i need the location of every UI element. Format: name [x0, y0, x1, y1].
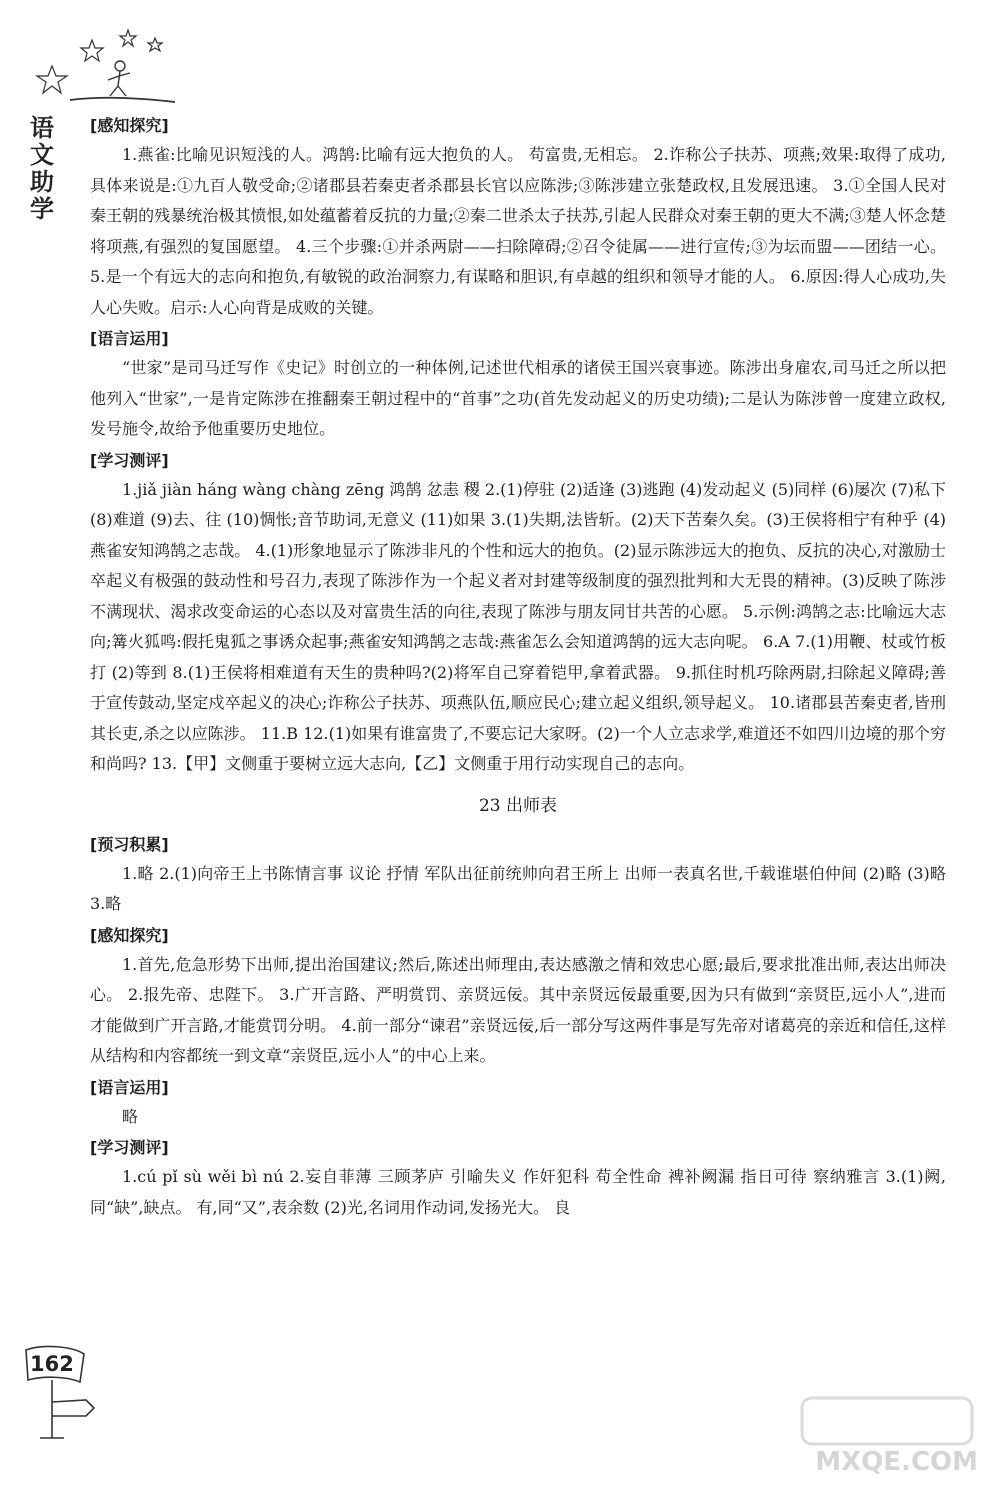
- section-block: [90, 111, 946, 323]
- side-title: [22, 115, 62, 223]
- section-block: [90, 830, 946, 920]
- side-title-char: 文: [30, 141, 54, 169]
- header-decoration-icon: [30, 18, 180, 118]
- section-label: [感知探究]: [90, 925, 169, 945]
- section-text: 1.cú pǐ sù wěi bì nú 2.妄自菲薄 三顾茅庐 引喻失义 作奸犯科 苟全性命 裨补阙漏 指日可待 察纳雅言 3.(1)阙,同“缺”,缺点。 有,同“又”,表余数 (2)光,名词用作动词,发扬光大。 良: [90, 1167, 946, 1217]
- section-text: 1.略 2.(1)向帝王上书陈情言事 议论 抒情 军队出征前统帅向君王所上 出师一表真名世,千载谁堪伯仲间 (2)略 (3)略 3.略: [90, 863, 946, 913]
- watermark-text: MXQE.COM: [815, 1447, 978, 1477]
- page-number: 162: [30, 1352, 74, 1376]
- watermark-logo-icon: [792, 1392, 982, 1452]
- side-title-char: 语: [30, 114, 54, 142]
- chapter-title: 23 出师表: [478, 795, 558, 816]
- section-label: [感知探究]: [90, 116, 169, 135]
- section-block: [90, 324, 946, 445]
- section-block: [90, 1073, 946, 1133]
- section-text: 1.首先,危急形势下出师,提出治国建议;然后,陈述出师理由,表达感激之情和效忠心愿;最后,要求批准出师,表达出师决心。 2.报先帝、忠陛下。 3.广开言路、严明赏罚、亲贤远佞。其中亲贤远佞最重要,因为只有做到“亲贤臣,远小人”,进而才能做到广开言路,才能赏罚分明。 4.前一部分“谏君”亲贤远佞,后一部分写这两件事是写先帝对诸葛亮的亲近和信任,这样从结构和内容都统一到文章“亲贤臣,远小人”的中心上来。: [90, 954, 946, 1065]
- section-label: [语言运用]: [90, 329, 169, 348]
- answer-content: [90, 110, 946, 1223]
- section-text: 1.jiǎ jiàn háng wàng chàng zēng 鸿鹄 忿恚 稷 2.(1)停驻 (2)适逢 (3)逃跑 (4)发动起义 (5)同样 (6)屡次 (7)私下 (8)难道 (9)去、往 (10)惆怅;音节助词,无意义 (11)如果 3.(1)失期,法皆斩。(2)天下苦秦久矣。(3)王侯将相宁有种乎 (4)燕雀安知鸿鹄之志哉。 4.(1)形象地显示了陈涉非凡的个性和远大的抱负。(2)显示陈涉远大的抱负、反抗的决心,对激励士卒起义有极强的鼓动性和号召力,表现了陈涉作为一个起义者对封建等级制度的强烈批判和大无畏的精神。(3)反映了陈涉不满现状、渴求改变命运的心态以及对富贵生活的向往,表现了陈涉与朋友同甘共苦的心愿。 5.示例:鸿鹄之志:比喻远大志向;篝火狐鸣:假托鬼狐之事诱众起事;燕雀安知鸿鹄之志哉:燕雀怎么会知道鸿鹄的远大志向呢。 6.A 7.(1)用鞭、杖或竹板打 (2)等到 8.(1)王侯将相难道有天生的贵种吗?(2)将军自己穿着铠甲,拿着武器。 9.抓住时机巧除两尉,扫除起义障碍;善于宣传鼓动,坚定戍卒起义的决心;诈称公子扶苏、项燕队伍,顺应民心;建立起义组织,领导起义。 10.诸郡县苦秦吏者,皆刑其长吏,杀之以应陈涉。 11.B 12.(1)如果有谁富贵了,不要忘记大家呀。(2)一个人立志求学,难道还不如四川边境的那个穷和尚吗? 13.【甲】文侧重于要树立远大志向,【乙】文侧重于用行动实现自己的志向。: [90, 479, 946, 773]
- section-text: “世家”是司马迁写作《史记》时创立的一种体例,记述世代相承的诸侯王国兴衰事迹。陈涉出身雇农,司马迁之所以把他列入“世家”,一是肯定陈涉在推翻秦王朝过程中的“首事”之功(首先发动起义的历史功绩);二是认为陈涉曾一度建立政权,发号施令,故给予他重要历史地位。: [90, 358, 946, 438]
- section-label: [语言运用]: [90, 1077, 169, 1097]
- page-number-badge: [22, 1342, 102, 1442]
- side-title-char: 学: [30, 195, 54, 223]
- section-block: [90, 1133, 946, 1223]
- section-block: [90, 446, 946, 780]
- watermark: [792, 1392, 982, 1477]
- section-text: 略: [122, 1106, 139, 1126]
- section-label: [学习测评]: [90, 1138, 169, 1157]
- side-title-char: 助: [30, 168, 54, 196]
- section-block: [90, 921, 946, 1072]
- section-text: 1.燕雀:比喻见识短浅的人。鸿鹄:比喻有远大抱负的人。 苟富贵,无相忘。 2.诈称公子扶苏、项燕;效果:取得了成功,具体来说是:①九百人敬受命;②诸郡县若秦吏者杀郡县长官以应陈涉;③陈涉建立张楚政权,且发展迅速。 3.①全国人民对秦王朝的残暴统治极其愤恨,如处蕴蓄着反抗的力量;②秦二世杀太子扶苏,引起人民群众对秦王朝的更大不满;③楚人怀念楚将项燕,有强烈的复国愿望。 4.三个步骤:①并杀两尉——扫除障碍;②召令徒属——进行宣传;③为坛而盟——团结一心。 5.是一个有远大的志向和抱负,有敏锐的政治洞察力,有谋略和胆识,有卓越的组织和领导才能的人。 6.原因:得人心成功,失人心失败。启示:人心向背是成败的关键。: [90, 145, 946, 317]
- section-label: [学习测评]: [90, 450, 169, 470]
- section-label: [预习积累]: [90, 834, 169, 854]
